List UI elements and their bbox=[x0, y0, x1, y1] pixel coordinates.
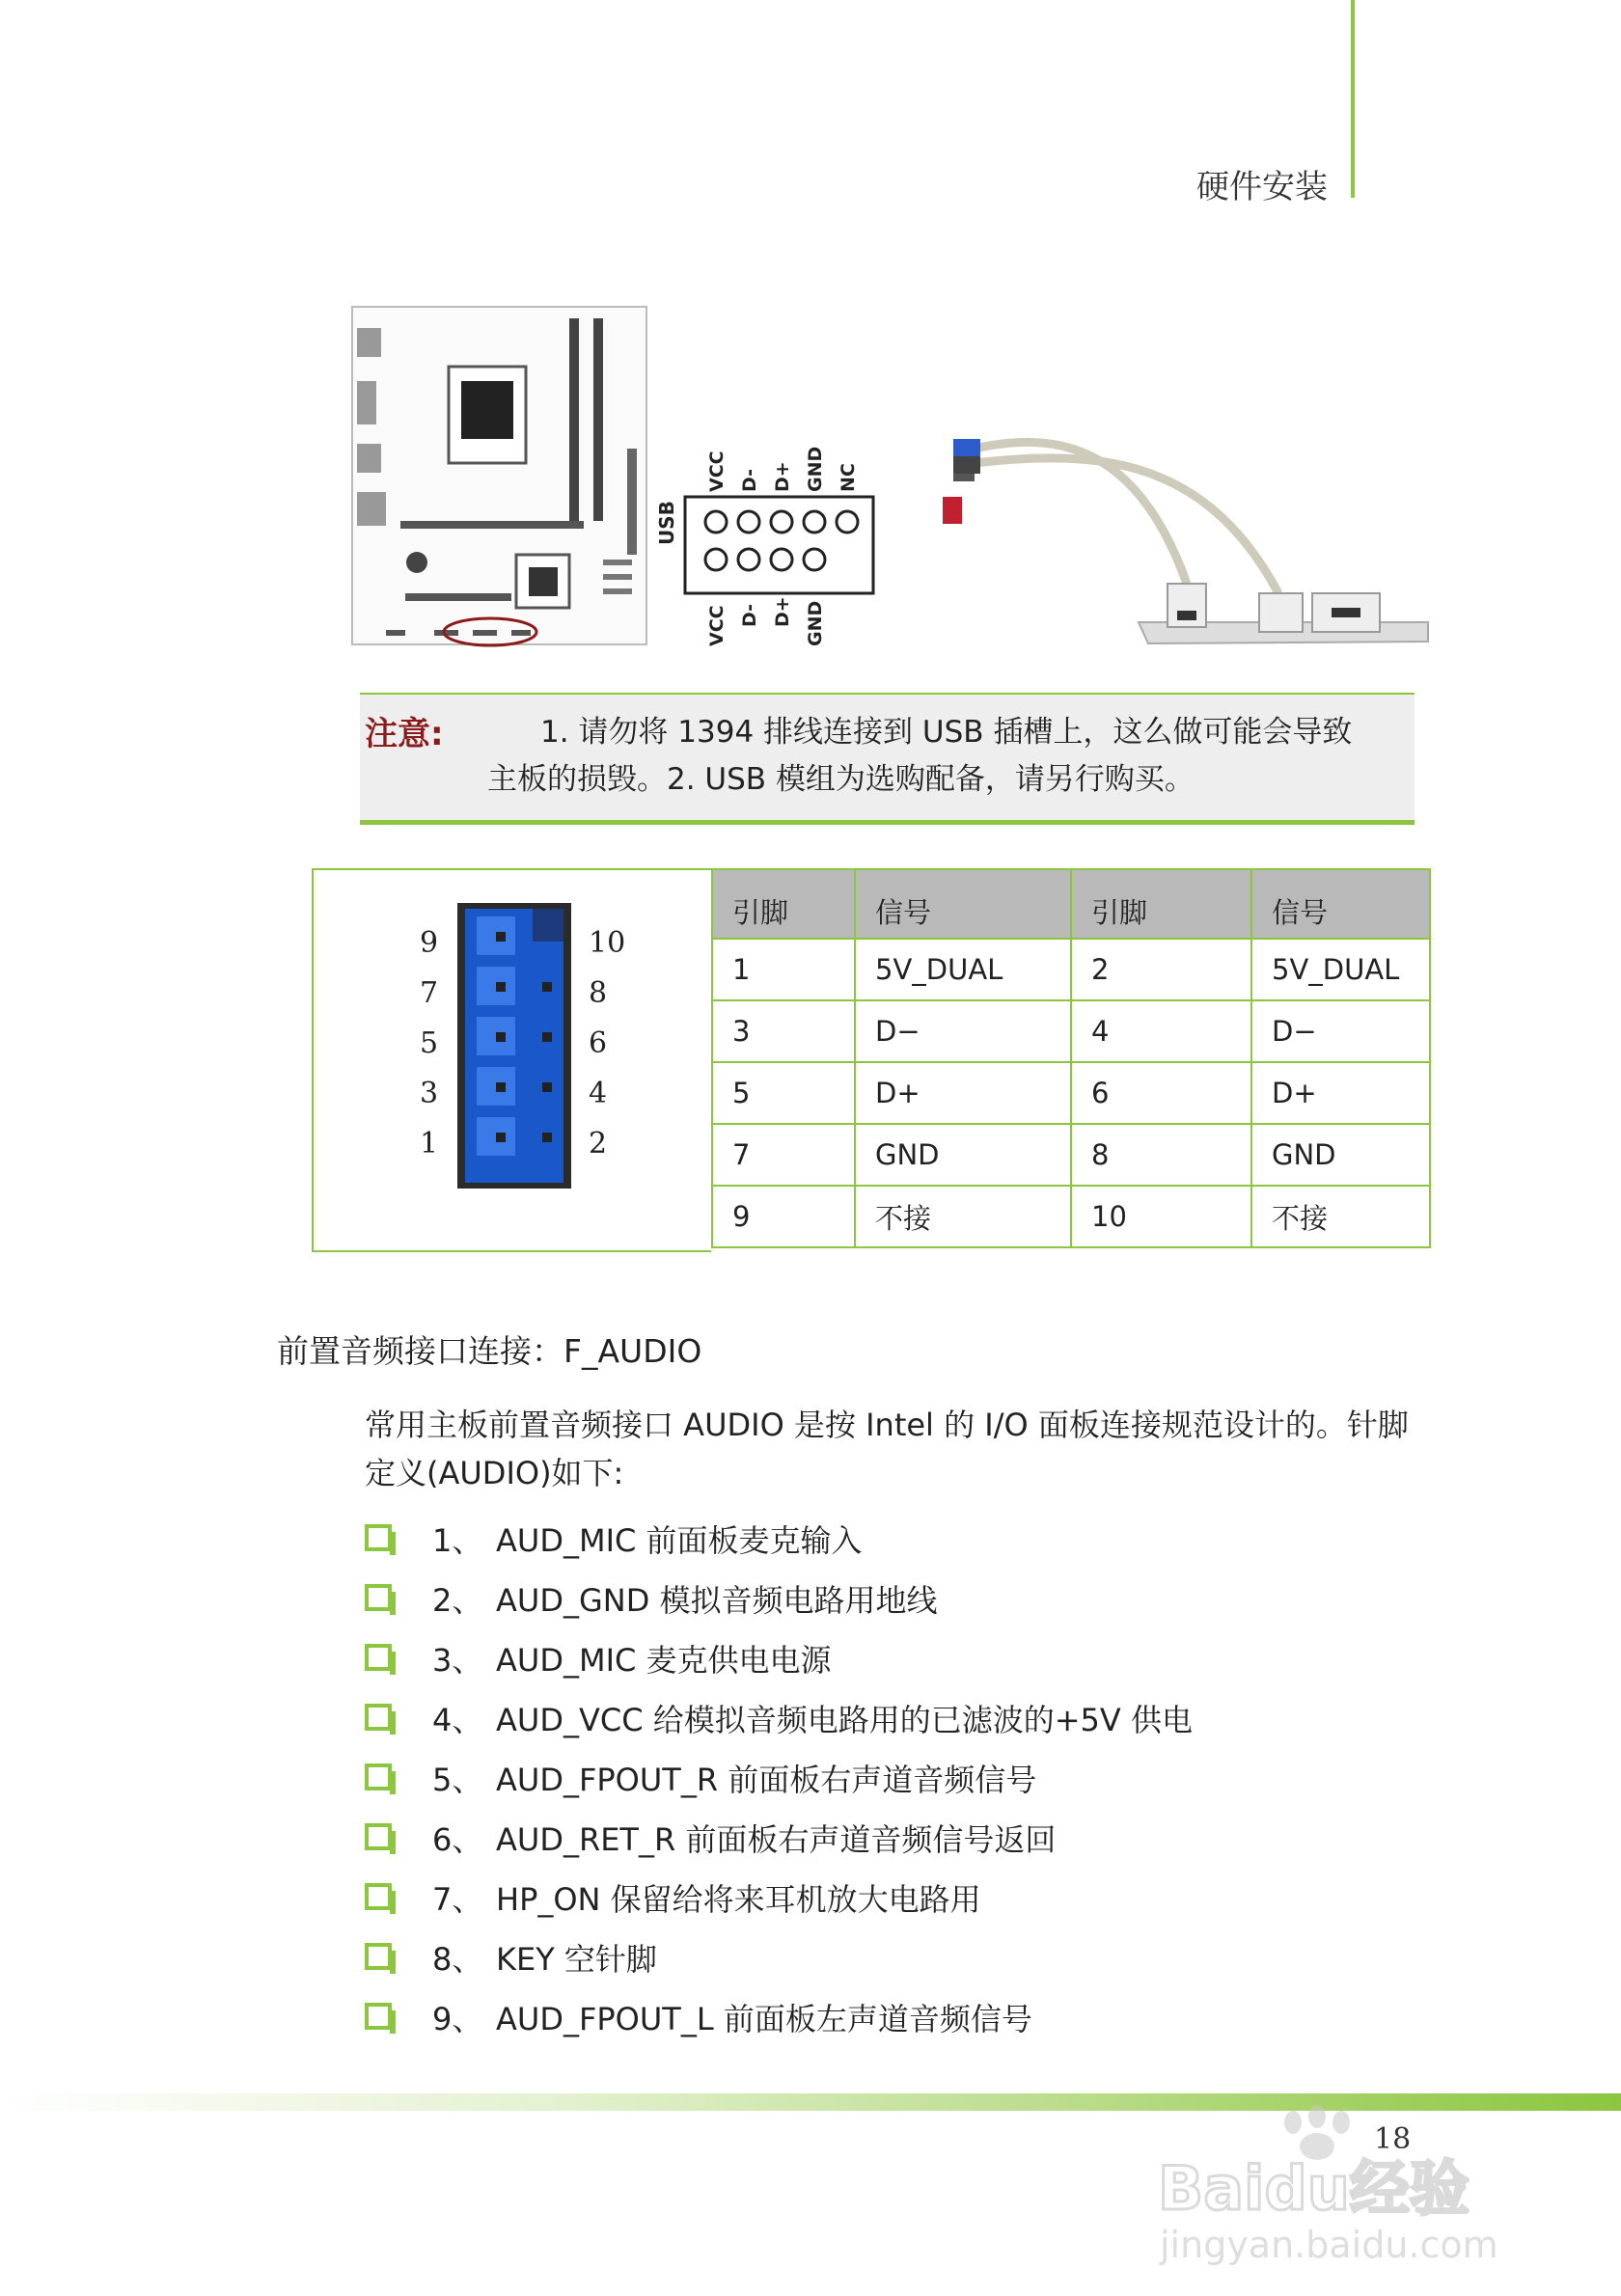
list-item-text: HP_ON 保留给将来耳机放大电路用 bbox=[496, 1881, 981, 1918]
list-item-number: 4、 bbox=[432, 1702, 483, 1738]
list-item-text: KEY 空针脚 bbox=[496, 1941, 657, 1978]
list-item-text: AUD_MIC 前面板麦克输入 bbox=[496, 1522, 863, 1559]
table-cell: 5V_DUAL bbox=[1251, 939, 1430, 1000]
pin-number: 5 bbox=[420, 1026, 439, 1060]
table-header-row bbox=[712, 869, 1430, 939]
table-cell: 5V_DUAL bbox=[855, 939, 1071, 1000]
checkbox-bullet-icon bbox=[365, 1883, 392, 1910]
baidu-jingyan-watermark bbox=[1139, 2103, 1544, 2267]
pin-label-top: NC bbox=[838, 463, 859, 492]
list-item-text: AUD_FPOUT_L 前面板左声道音频信号 bbox=[496, 2001, 1032, 2037]
table-header-cell: 信号 bbox=[855, 869, 1071, 939]
page-header-title: 硬件安装 bbox=[1196, 168, 1328, 206]
list-item-text: AUD_MIC 麦克供电电源 bbox=[496, 1642, 832, 1679]
pin-number: 3 bbox=[420, 1077, 439, 1110]
usb-pin-table bbox=[711, 868, 1431, 1248]
list-item-number: 8、 bbox=[432, 1941, 483, 1978]
table-cell: 5 bbox=[712, 1062, 855, 1124]
table-cell: 9 bbox=[712, 1186, 855, 1247]
list-item-number: 7、 bbox=[432, 1881, 483, 1918]
pin-label-top: GND bbox=[805, 446, 826, 492]
pin-number: 6 bbox=[589, 1026, 608, 1060]
list-item-text: AUD_GND 模拟音频电路用地线 bbox=[496, 1582, 938, 1619]
table-cell: D− bbox=[855, 1000, 1071, 1062]
table-header-cell: 引脚 bbox=[712, 869, 855, 939]
pin-number: 2 bbox=[589, 1127, 608, 1161]
table-cell: 7 bbox=[712, 1124, 855, 1186]
checkbox-bullet-icon bbox=[365, 1704, 392, 1731]
table-cell: D− bbox=[1251, 1000, 1430, 1062]
watermark-url-text: jingyan.baidu.com bbox=[1160, 2224, 1498, 2266]
table-cell: 4 bbox=[1071, 1000, 1251, 1062]
list-item-number: 5、 bbox=[432, 1762, 483, 1798]
list-item-number: 2、 bbox=[432, 1582, 483, 1619]
table-cell: D+ bbox=[1251, 1062, 1430, 1124]
checkbox-bullet-icon bbox=[365, 1524, 392, 1551]
pin-label-bottom: GND bbox=[805, 600, 826, 646]
section-paragraph-line2: 定义(AUDIO)如下: bbox=[365, 1455, 624, 1491]
section-title: 前置音频接口连接：F_AUDIO bbox=[277, 1332, 702, 1370]
table-cell: 2 bbox=[1071, 939, 1251, 1000]
usb-bracket-cable bbox=[943, 439, 1428, 643]
pin-number: 1 bbox=[420, 1127, 439, 1161]
table-cell: 10 bbox=[1071, 1186, 1251, 1247]
table-header-cell: 引脚 bbox=[1071, 869, 1251, 939]
pin-diagram-box bbox=[312, 868, 711, 1252]
checkbox-bullet-icon bbox=[365, 2003, 392, 2030]
table-cell: GND bbox=[1251, 1124, 1430, 1186]
list-item-number: 1、 bbox=[432, 1522, 483, 1559]
table-cell: 8 bbox=[1071, 1124, 1251, 1186]
table-row bbox=[712, 939, 1430, 1000]
checkbox-bullet-icon bbox=[365, 1584, 392, 1611]
pin-label-bottom: VCC bbox=[706, 605, 728, 646]
pin-number: 8 bbox=[589, 976, 608, 1010]
table-cell: D+ bbox=[855, 1062, 1071, 1124]
table-cell: GND bbox=[855, 1124, 1071, 1186]
pin-number: 10 bbox=[589, 926, 626, 960]
table-cell: 6 bbox=[1071, 1062, 1251, 1124]
pin-label-top: VCC bbox=[706, 451, 728, 492]
note-text-line1: 1. 请勿将 1394 排线连接到 USB 插槽上，这么做可能会导致 bbox=[540, 715, 1353, 750]
table-row bbox=[712, 1124, 1430, 1186]
list-item-text: AUD_FPOUT_R 前面板右声道音频信号 bbox=[496, 1762, 1037, 1798]
pin-label-bottom: D- bbox=[739, 603, 760, 627]
pin-number: 4 bbox=[589, 1077, 608, 1110]
header-accent-line bbox=[1351, 0, 1355, 198]
table-row bbox=[712, 1186, 1430, 1247]
table-header-cell: 信号 bbox=[1251, 869, 1430, 939]
list-item-text: AUD_VCC 给模拟音频电路用的已滤波的+5V 供电 bbox=[496, 1702, 1193, 1738]
pin-label-bottom: D+ bbox=[772, 596, 793, 627]
pin-number: 7 bbox=[420, 976, 439, 1010]
section-paragraph-line1: 常用主板前置音频接口 AUDIO 是按 Intel 的 I/O 面板连接规范设计的。针脚 bbox=[365, 1407, 1409, 1443]
note-text-line2: 主板的损毁。2. USB 模组为选购配备，请另行购买。 bbox=[487, 762, 1195, 797]
pin-label-top: D+ bbox=[772, 461, 793, 492]
checkbox-bullet-icon bbox=[365, 1644, 392, 1671]
watermark-logo-text: Baidu经验 bbox=[1158, 2153, 1470, 2224]
checkbox-bullet-icon bbox=[365, 1823, 392, 1850]
page-number: 18 bbox=[1374, 2122, 1412, 2156]
table-cell: 不接 bbox=[1251, 1186, 1430, 1247]
table-row bbox=[712, 1000, 1430, 1062]
list-item-number: 3、 bbox=[432, 1642, 483, 1679]
motherboard-illustration bbox=[352, 307, 646, 645]
usb-label: USB bbox=[655, 501, 678, 545]
table-cell: 1 bbox=[712, 939, 855, 1000]
table-cell: 3 bbox=[712, 1000, 855, 1062]
usb-header-diagram bbox=[655, 447, 873, 646]
list-item-text: AUD_RET_R 前面板右声道音频信号返回 bbox=[496, 1821, 1057, 1858]
table-cell: 不接 bbox=[855, 1186, 1071, 1247]
list-item-number: 6、 bbox=[432, 1821, 483, 1858]
blue-connector-image bbox=[457, 903, 571, 1189]
pin-label-top: D- bbox=[739, 468, 760, 492]
table-row bbox=[712, 1062, 1430, 1124]
list-item-number: 9、 bbox=[432, 2001, 483, 2037]
pin-number: 9 bbox=[420, 926, 439, 960]
note-label: 注意: bbox=[365, 715, 444, 753]
checkbox-bullet-icon bbox=[365, 1943, 392, 1970]
checkbox-bullet-icon bbox=[365, 1763, 392, 1790]
usb-connector-figure bbox=[347, 304, 1447, 661]
